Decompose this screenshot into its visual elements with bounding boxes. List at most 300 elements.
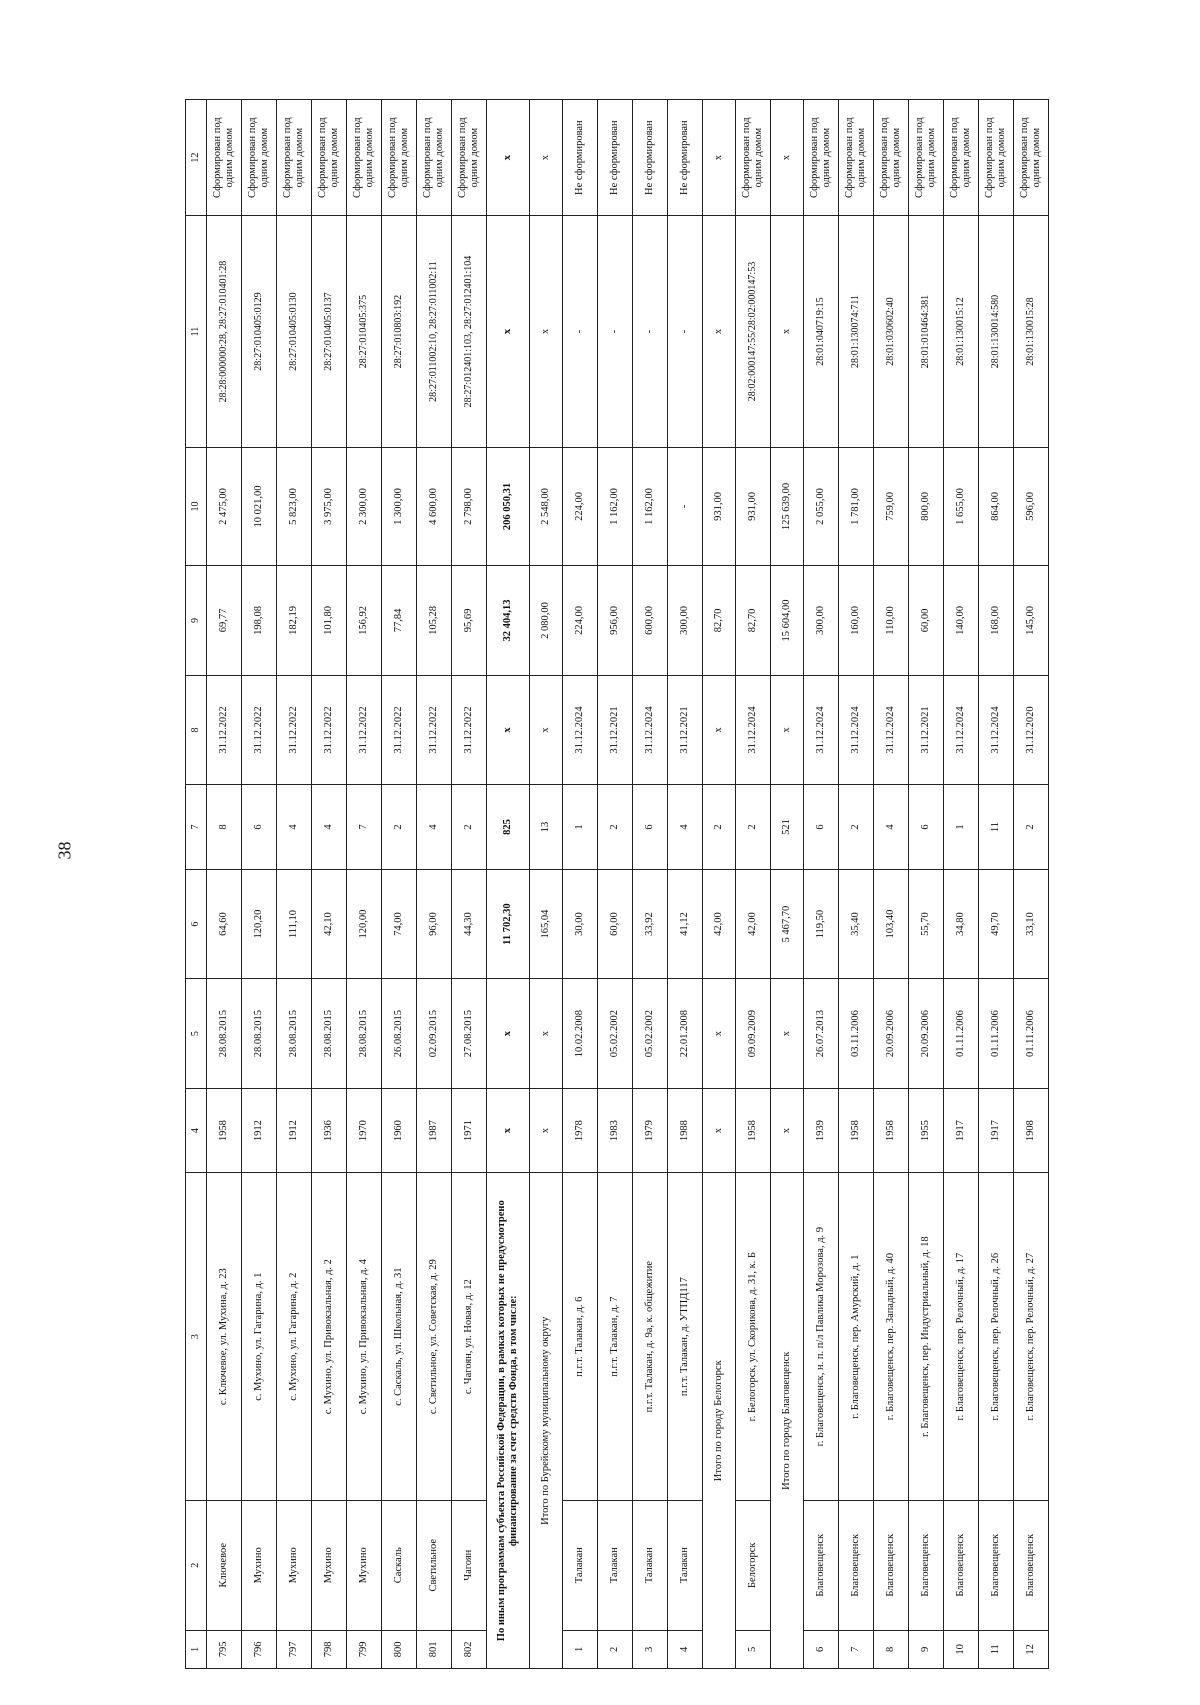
cell-col-6: 64,60: [207, 869, 242, 978]
subtotal-col-10: 2 548,00: [530, 447, 563, 566]
cell-col-12: Сформирован под одним домом: [1014, 100, 1049, 216]
cell-col-10: 224,00: [563, 447, 598, 566]
column-number-header: 1: [186, 1630, 207, 1668]
cell-col-1: 6: [804, 1630, 839, 1668]
cell-col-3: с. Мухино, ул. Гагарина, д. 2: [277, 1173, 312, 1500]
cell-col-11: 28:01:130015:12: [944, 216, 979, 447]
cell-col-1: 1: [563, 1630, 598, 1668]
cell-col-7: 7: [347, 785, 382, 870]
cell-col-3: п.г.т. Талакан, д. 6: [563, 1173, 598, 1500]
cell-col-2: Талакан: [563, 1500, 598, 1630]
column-number-header: 9: [186, 566, 207, 675]
cell-col-5: 28.08.2015: [242, 979, 277, 1088]
table-row: [382, 100, 417, 1669]
subtotal-col-7: 13: [530, 785, 563, 870]
subtotal-label: Итого по Бурейскому муниципальному округу: [530, 1173, 563, 1669]
cell-col-3: г. Благовещенск, пер. Релочный, д. 17: [944, 1173, 979, 1500]
cell-col-11: 28:28:000000:28, 28:27:010401:28: [207, 216, 242, 447]
cell-col-3: п.г.т. Талакан, д. 7: [598, 1173, 633, 1500]
cell-col-12: Сформирован под одним домом: [277, 100, 312, 216]
cell-col-2: Талакан: [668, 1500, 703, 1630]
cell-col-11: 28:27:012401:103, 28:27:012401:104: [452, 216, 487, 447]
cell-col-12: Сформирован под одним домом: [382, 100, 417, 216]
cell-col-1: 4: [668, 1630, 703, 1668]
table-row: [598, 100, 633, 1669]
cell-col-10: 4 600,00: [417, 447, 452, 566]
column-number-header: 10: [186, 447, 207, 566]
cell-col-5: 27.08.2015: [452, 979, 487, 1088]
cell-col-4: 1987: [417, 1088, 452, 1173]
cell-col-4: 1917: [979, 1088, 1014, 1173]
cell-col-8: 31.12.2022: [277, 675, 312, 784]
cell-col-5: 28.08.2015: [277, 979, 312, 1088]
cell-col-10: 596,00: [1014, 447, 1049, 566]
cell-col-4: 1960: [382, 1088, 417, 1173]
cell-col-9: 300,00: [804, 566, 839, 675]
cell-col-4: 1958: [736, 1088, 771, 1173]
cell-col-6: 74,00: [382, 869, 417, 978]
subtotal-col-10: 931,00: [703, 447, 736, 566]
table-row: [417, 100, 452, 1669]
cell-col-2: Саскаль: [382, 1500, 417, 1630]
cell-col-9: 168,00: [979, 566, 1014, 675]
cell-col-12: Сформирован под одним домом: [979, 100, 1014, 216]
cell-col-9: 156,92: [347, 566, 382, 675]
cell-col-8: 31.12.2021: [909, 675, 944, 784]
cell-col-3: с. Светильное, ул. Советская, д. 29: [417, 1173, 452, 1500]
cell-col-3: с. Чагоян, ул. Новая, д. 12: [452, 1173, 487, 1500]
cell-col-1: 799: [347, 1630, 382, 1668]
cell-col-3: г. Благовещенск, пер. Релочный, д. 26: [979, 1173, 1014, 1500]
cell-col-8: 31.12.2021: [668, 675, 703, 784]
column-number-header: 2: [186, 1500, 207, 1630]
cell-col-12: Сформирован под одним домом: [242, 100, 277, 216]
cell-col-4: 1958: [207, 1088, 242, 1173]
cell-col-3: г. Благовещенск, пер. Релочный, д. 27: [1014, 1173, 1049, 1500]
cell-col-1: 5: [736, 1630, 771, 1668]
cell-col-1: 802: [452, 1630, 487, 1668]
cell-col-6: 111,10: [277, 869, 312, 978]
cell-col-2: Благовещенск: [944, 1500, 979, 1630]
subtotal-col-9: 15 604,00: [771, 566, 804, 675]
cell-col-4: 1970: [347, 1088, 382, 1173]
subtotal-col-12: x: [771, 100, 804, 216]
cell-col-6: 33,10: [1014, 869, 1049, 978]
cell-col-4: 1979: [633, 1088, 668, 1173]
cell-col-6: 44,30: [452, 869, 487, 978]
cell-col-5: 05.02.2002: [633, 979, 668, 1088]
cell-col-5: 28.08.2015: [347, 979, 382, 1088]
page-number: 38: [54, 841, 75, 860]
cell-col-7: 2: [452, 785, 487, 870]
cell-col-6: 30,00: [563, 869, 598, 978]
cell-col-2: Благовещенск: [909, 1500, 944, 1630]
cell-col-11: -: [668, 216, 703, 447]
cell-col-2: Благовещенск: [874, 1500, 909, 1630]
cell-col-9: 224,00: [563, 566, 598, 675]
cell-col-9: 110,00: [874, 566, 909, 675]
cell-col-9: 60,00: [909, 566, 944, 675]
cell-col-9: 69,77: [207, 566, 242, 675]
cell-col-3: с. Саскаль, ул. Школьная, д. 31: [382, 1173, 417, 1500]
subtotal-col-5: x: [487, 979, 530, 1088]
cell-col-12: Сформирован под одним домом: [736, 100, 771, 216]
subtotal-col-9: 82,70: [703, 566, 736, 675]
cell-col-2: Ключевое: [207, 1500, 242, 1630]
cell-col-8: 31.12.2022: [312, 675, 347, 784]
cell-col-9: 82,70: [736, 566, 771, 675]
cell-col-1: 7: [839, 1630, 874, 1668]
cell-col-11: 28:27:011002:10, 28:27:011002:11: [417, 216, 452, 447]
subtotal-label: Итого по городу Белогорск: [703, 1173, 736, 1669]
cell-col-10: 1 300,00: [382, 447, 417, 566]
cell-col-5: 01.11.2006: [1014, 979, 1049, 1088]
cell-col-6: 35,40: [839, 869, 874, 978]
subtotal-col-7: 825: [487, 785, 530, 870]
table-row: [452, 100, 487, 1669]
cell-col-11: 28:27:010803:192: [382, 216, 417, 447]
cell-col-1: 8: [874, 1630, 909, 1668]
cell-col-12: Сформирован под одним домом: [839, 100, 874, 216]
cell-col-4: 1955: [909, 1088, 944, 1173]
cell-col-5: 28.08.2015: [207, 979, 242, 1088]
cell-col-2: Мухино: [347, 1500, 382, 1630]
header-row: [186, 100, 207, 1669]
column-number-header: 5: [186, 979, 207, 1088]
column-number-header: 12: [186, 100, 207, 216]
cell-col-1: 795: [207, 1630, 242, 1668]
cell-col-10: 931,00: [736, 447, 771, 566]
cell-col-5: 20.09.2006: [909, 979, 944, 1088]
subtotal-col-9: 32 404,13: [487, 566, 530, 675]
table-row: [1014, 100, 1049, 1669]
subtotal-col-12: x: [703, 100, 736, 216]
cell-col-12: Сформирован под одним домом: [804, 100, 839, 216]
subtotal-col-5: x: [703, 979, 736, 1088]
subtotal-col-5: x: [771, 979, 804, 1088]
cell-col-2: Благовещенск: [1014, 1500, 1049, 1630]
cell-col-4: 1936: [312, 1088, 347, 1173]
subtotal-col-5: x: [530, 979, 563, 1088]
cell-col-3: г. Благовещенск, пер. Западный, д. 40: [874, 1173, 909, 1500]
cell-col-3: г. Белогорск, ул. Скорикова, д. 31, к. Б: [736, 1173, 771, 1500]
cell-col-3: г. Благовещенск, пер. Индустриальный, д. 18: [909, 1173, 944, 1500]
cell-col-9: 198,08: [242, 566, 277, 675]
cell-col-2: Мухино: [242, 1500, 277, 1630]
cell-col-4: 1917: [944, 1088, 979, 1173]
cell-col-4: 1939: [804, 1088, 839, 1173]
cell-col-4: 1983: [598, 1088, 633, 1173]
cell-col-10: 1 781,00: [839, 447, 874, 566]
table-row: [736, 100, 771, 1669]
cell-col-1: 12: [1014, 1630, 1049, 1668]
cell-col-4: 1908: [1014, 1088, 1049, 1173]
subtotal-row: [487, 100, 530, 1669]
cell-col-7: 11: [979, 785, 1014, 870]
cell-col-2: Талакан: [598, 1500, 633, 1630]
cell-col-6: 60,00: [598, 869, 633, 978]
cell-col-7: 4: [277, 785, 312, 870]
cell-col-2: Чагоян: [452, 1500, 487, 1630]
cell-col-11: -: [633, 216, 668, 447]
cell-col-7: 2: [839, 785, 874, 870]
cell-col-6: 55,70: [909, 869, 944, 978]
cell-col-10: 1 162,00: [598, 447, 633, 566]
cell-col-8: 31.12.2022: [242, 675, 277, 784]
cell-col-7: 4: [874, 785, 909, 870]
cell-col-12: Сформирован под одним домом: [944, 100, 979, 216]
cell-col-12: Сформирован под одним домом: [909, 100, 944, 216]
cell-col-7: 6: [804, 785, 839, 870]
cell-col-12: Сформирован под одним домом: [312, 100, 347, 216]
cell-col-8: 31.12.2024: [874, 675, 909, 784]
cell-col-3: г. Благовещенск, пер. Амурский, д. 1: [839, 1173, 874, 1500]
cell-col-11: 28:01:040719:15: [804, 216, 839, 447]
table-row: [277, 100, 312, 1669]
cell-col-5: 05.02.2002: [598, 979, 633, 1088]
cell-col-4: 1958: [839, 1088, 874, 1173]
cell-col-9: 77,84: [382, 566, 417, 675]
cell-col-8: 31.12.2022: [452, 675, 487, 784]
subtotal-col-10: 125 639,00: [771, 447, 804, 566]
subtotal-label: Итого по городу Благовещенск: [771, 1173, 804, 1669]
cell-col-1: 796: [242, 1630, 277, 1668]
cell-col-1: 2: [598, 1630, 633, 1668]
cell-col-7: 6: [242, 785, 277, 870]
housing-table: [185, 99, 1049, 1669]
subtotal-col-7: 2: [703, 785, 736, 870]
cell-col-9: 105,28: [417, 566, 452, 675]
cell-col-9: 956,00: [598, 566, 633, 675]
cell-col-7: 2: [382, 785, 417, 870]
subtotal-col-7: 521: [771, 785, 804, 870]
cell-col-2: Белогорск: [736, 1500, 771, 1630]
cell-col-9: 101,80: [312, 566, 347, 675]
cell-col-12: Сформирован под одним домом: [347, 100, 382, 216]
cell-col-10: 3 975,00: [312, 447, 347, 566]
cell-col-8: 31.12.2024: [804, 675, 839, 784]
cell-col-7: 2: [598, 785, 633, 870]
cell-col-7: 4: [312, 785, 347, 870]
cell-col-9: 182,19: [277, 566, 312, 675]
cell-col-5: 01.11.2006: [944, 979, 979, 1088]
cell-col-8: 31.12.2024: [979, 675, 1014, 784]
cell-col-8: 31.12.2020: [1014, 675, 1049, 784]
cell-col-9: 600,00: [633, 566, 668, 675]
table-row: [668, 100, 703, 1669]
subtotal-col-11: x: [703, 216, 736, 447]
cell-col-3: с. Ключевое, ул. Мухина, д. 23: [207, 1173, 242, 1500]
subtotal-col-4: x: [530, 1088, 563, 1173]
cell-col-12: Не сформирован: [668, 100, 703, 216]
column-number-header: 4: [186, 1088, 207, 1173]
cell-col-4: 1971: [452, 1088, 487, 1173]
cell-col-10: 5 823,00: [277, 447, 312, 566]
table-row: [874, 100, 909, 1669]
cell-col-6: 120,20: [242, 869, 277, 978]
cell-col-8: 31.12.2022: [207, 675, 242, 784]
table-row: [979, 100, 1014, 1669]
cell-col-12: Не сформирован: [633, 100, 668, 216]
subtotal-row: [703, 100, 736, 1669]
cell-col-1: 797: [277, 1630, 312, 1668]
subtotal-col-8: x: [530, 675, 563, 784]
subtotal-col-6: 5 467,70: [771, 869, 804, 978]
subtotal-label: По иным программам субъекта Российской Федерации, в рамках которых не предусмотрено финансирование за счет средств Фонда, в том числе:: [487, 1173, 530, 1669]
cell-col-5: 02.09.2015: [417, 979, 452, 1088]
cell-col-8: 31.12.2024: [563, 675, 598, 784]
subtotal-col-12: x: [530, 100, 563, 216]
subtotal-row: [530, 100, 563, 1669]
cell-col-9: 160,00: [839, 566, 874, 675]
cell-col-11: 28:01:130014:580: [979, 216, 1014, 447]
cell-col-2: Благовещенск: [804, 1500, 839, 1630]
cell-col-4: 1958: [874, 1088, 909, 1173]
cell-col-6: 42,10: [312, 869, 347, 978]
cell-col-11: 28:01:030602:40: [874, 216, 909, 447]
cell-col-4: 1988: [668, 1088, 703, 1173]
cell-col-11: 28:01:130074:711: [839, 216, 874, 447]
column-number-header: 7: [186, 785, 207, 870]
cell-col-10: 1 655,00: [944, 447, 979, 566]
cell-col-11: 28:02:000147:55/28:02:000147:53: [736, 216, 771, 447]
cell-col-11: -: [598, 216, 633, 447]
cell-col-7: 1: [944, 785, 979, 870]
subtotal-col-11: x: [487, 216, 530, 447]
cell-col-5: 26.08.2015: [382, 979, 417, 1088]
cell-col-10: 2 475,00: [207, 447, 242, 566]
cell-col-9: 95,69: [452, 566, 487, 675]
subtotal-col-8: x: [487, 675, 530, 784]
cell-col-1: 800: [382, 1630, 417, 1668]
subtotal-col-11: x: [771, 216, 804, 447]
cell-col-3: с. Мухино, ул. Привокзальная, д. 4: [347, 1173, 382, 1500]
cell-col-7: 1: [563, 785, 598, 870]
cell-col-10: 800,00: [909, 447, 944, 566]
cell-col-1: 798: [312, 1630, 347, 1668]
cell-col-8: 31.12.2024: [944, 675, 979, 784]
subtotal-col-8: x: [771, 675, 804, 784]
cell-col-8: 31.12.2024: [839, 675, 874, 784]
cell-col-6: 119,50: [804, 869, 839, 978]
cell-col-8: 31.12.2024: [736, 675, 771, 784]
cell-col-11: 28:27:010405:375: [347, 216, 382, 447]
cell-col-6: 103,40: [874, 869, 909, 978]
subtotal-col-11: x: [530, 216, 563, 447]
cell-col-1: 9: [909, 1630, 944, 1668]
cell-col-12: Сформирован под одним домом: [207, 100, 242, 216]
cell-col-6: 33,92: [633, 869, 668, 978]
cell-col-6: 42,00: [736, 869, 771, 978]
cell-col-7: 4: [417, 785, 452, 870]
subtotal-col-12: x: [487, 100, 530, 216]
cell-col-9: 145,00: [1014, 566, 1049, 675]
cell-col-2: Мухино: [277, 1500, 312, 1630]
cell-col-11: 28:27:010405:0137: [312, 216, 347, 447]
cell-col-5: 22.01.2008: [668, 979, 703, 1088]
cell-col-7: 6: [909, 785, 944, 870]
cell-col-4: 1978: [563, 1088, 598, 1173]
cell-col-5: 28.08.2015: [312, 979, 347, 1088]
cell-col-11: 28:27:010405:0130: [277, 216, 312, 447]
cell-col-11: -: [563, 216, 598, 447]
cell-col-12: Не сформирован: [598, 100, 633, 216]
cell-col-12: Сформирован под одним домом: [874, 100, 909, 216]
cell-col-9: 300,00: [668, 566, 703, 675]
cell-col-7: 2: [736, 785, 771, 870]
table-row: [804, 100, 839, 1669]
cell-col-10: 759,00: [874, 447, 909, 566]
cell-col-8: 31.12.2024: [633, 675, 668, 784]
cell-col-3: с. Мухино, ул. Привокзальная, д. 2: [312, 1173, 347, 1500]
cell-col-12: Не сформирован: [563, 100, 598, 216]
cell-col-8: 31.12.2022: [417, 675, 452, 784]
cell-col-7: 8: [207, 785, 242, 870]
cell-col-5: 10.02.2008: [563, 979, 598, 1088]
subtotal-col-6: 165,04: [530, 869, 563, 978]
cell-col-1: 10: [944, 1630, 979, 1668]
table-row: [242, 100, 277, 1669]
cell-col-2: Светильное: [417, 1500, 452, 1630]
cell-col-10: -: [668, 447, 703, 566]
cell-col-1: 11: [979, 1630, 1014, 1668]
column-number-header: 6: [186, 869, 207, 978]
cell-col-11: 28:01:130015:28: [1014, 216, 1049, 447]
cell-col-3: с. Мухино, ул. Гагарина, д. 1: [242, 1173, 277, 1500]
cell-col-2: Талакан: [633, 1500, 668, 1630]
cell-col-7: 6: [633, 785, 668, 870]
subtotal-col-4: x: [487, 1088, 530, 1173]
cell-col-6: 41,12: [668, 869, 703, 978]
table-row: [347, 100, 382, 1669]
cell-col-10: 864,00: [979, 447, 1014, 566]
cell-col-4: 1912: [242, 1088, 277, 1173]
cell-col-5: 01.11.2006: [979, 979, 1014, 1088]
cell-col-7: 2: [1014, 785, 1049, 870]
cell-col-2: Благовещенск: [979, 1500, 1014, 1630]
table-row: [207, 100, 242, 1669]
column-number-header: 11: [186, 216, 207, 447]
subtotal-col-4: x: [703, 1088, 736, 1173]
cell-col-8: 31.12.2022: [347, 675, 382, 784]
subtotal-col-8: x: [703, 675, 736, 784]
cell-col-10: 2 300,00: [347, 447, 382, 566]
subtotal-col-10: 206 050,31: [487, 447, 530, 566]
subtotal-col-4: x: [771, 1088, 804, 1173]
cell-col-3: п.г.т. Талакан, д. 9а, к. общежитие: [633, 1173, 668, 1500]
cell-col-9: 140,00: [944, 566, 979, 675]
cell-col-10: 10 021,00: [242, 447, 277, 566]
cell-col-3: г. Благовещенск, н. п. п/л Павлика Морозова, д. 9: [804, 1173, 839, 1500]
table-row: [909, 100, 944, 1669]
cell-col-11: 28:01:010464:381: [909, 216, 944, 447]
cell-col-2: Благовещенск: [839, 1500, 874, 1630]
cell-col-1: 801: [417, 1630, 452, 1668]
subtotal-col-9: 2 080,00: [530, 566, 563, 675]
cell-col-6: 34,80: [944, 869, 979, 978]
cell-col-5: 26.07.2013: [804, 979, 839, 1088]
cell-col-5: 03.11.2006: [839, 979, 874, 1088]
cell-col-7: 4: [668, 785, 703, 870]
subtotal-col-6: 42,00: [703, 869, 736, 978]
subtotal-row: [771, 100, 804, 1669]
cell-col-10: 1 162,00: [633, 447, 668, 566]
cell-col-10: 2 055,00: [804, 447, 839, 566]
cell-col-12: Сформирован под одним домом: [417, 100, 452, 216]
cell-col-12: Сформирован под одним домом: [452, 100, 487, 216]
cell-col-8: 31.12.2021: [598, 675, 633, 784]
rotated-table-container: [185, 99, 1095, 1669]
